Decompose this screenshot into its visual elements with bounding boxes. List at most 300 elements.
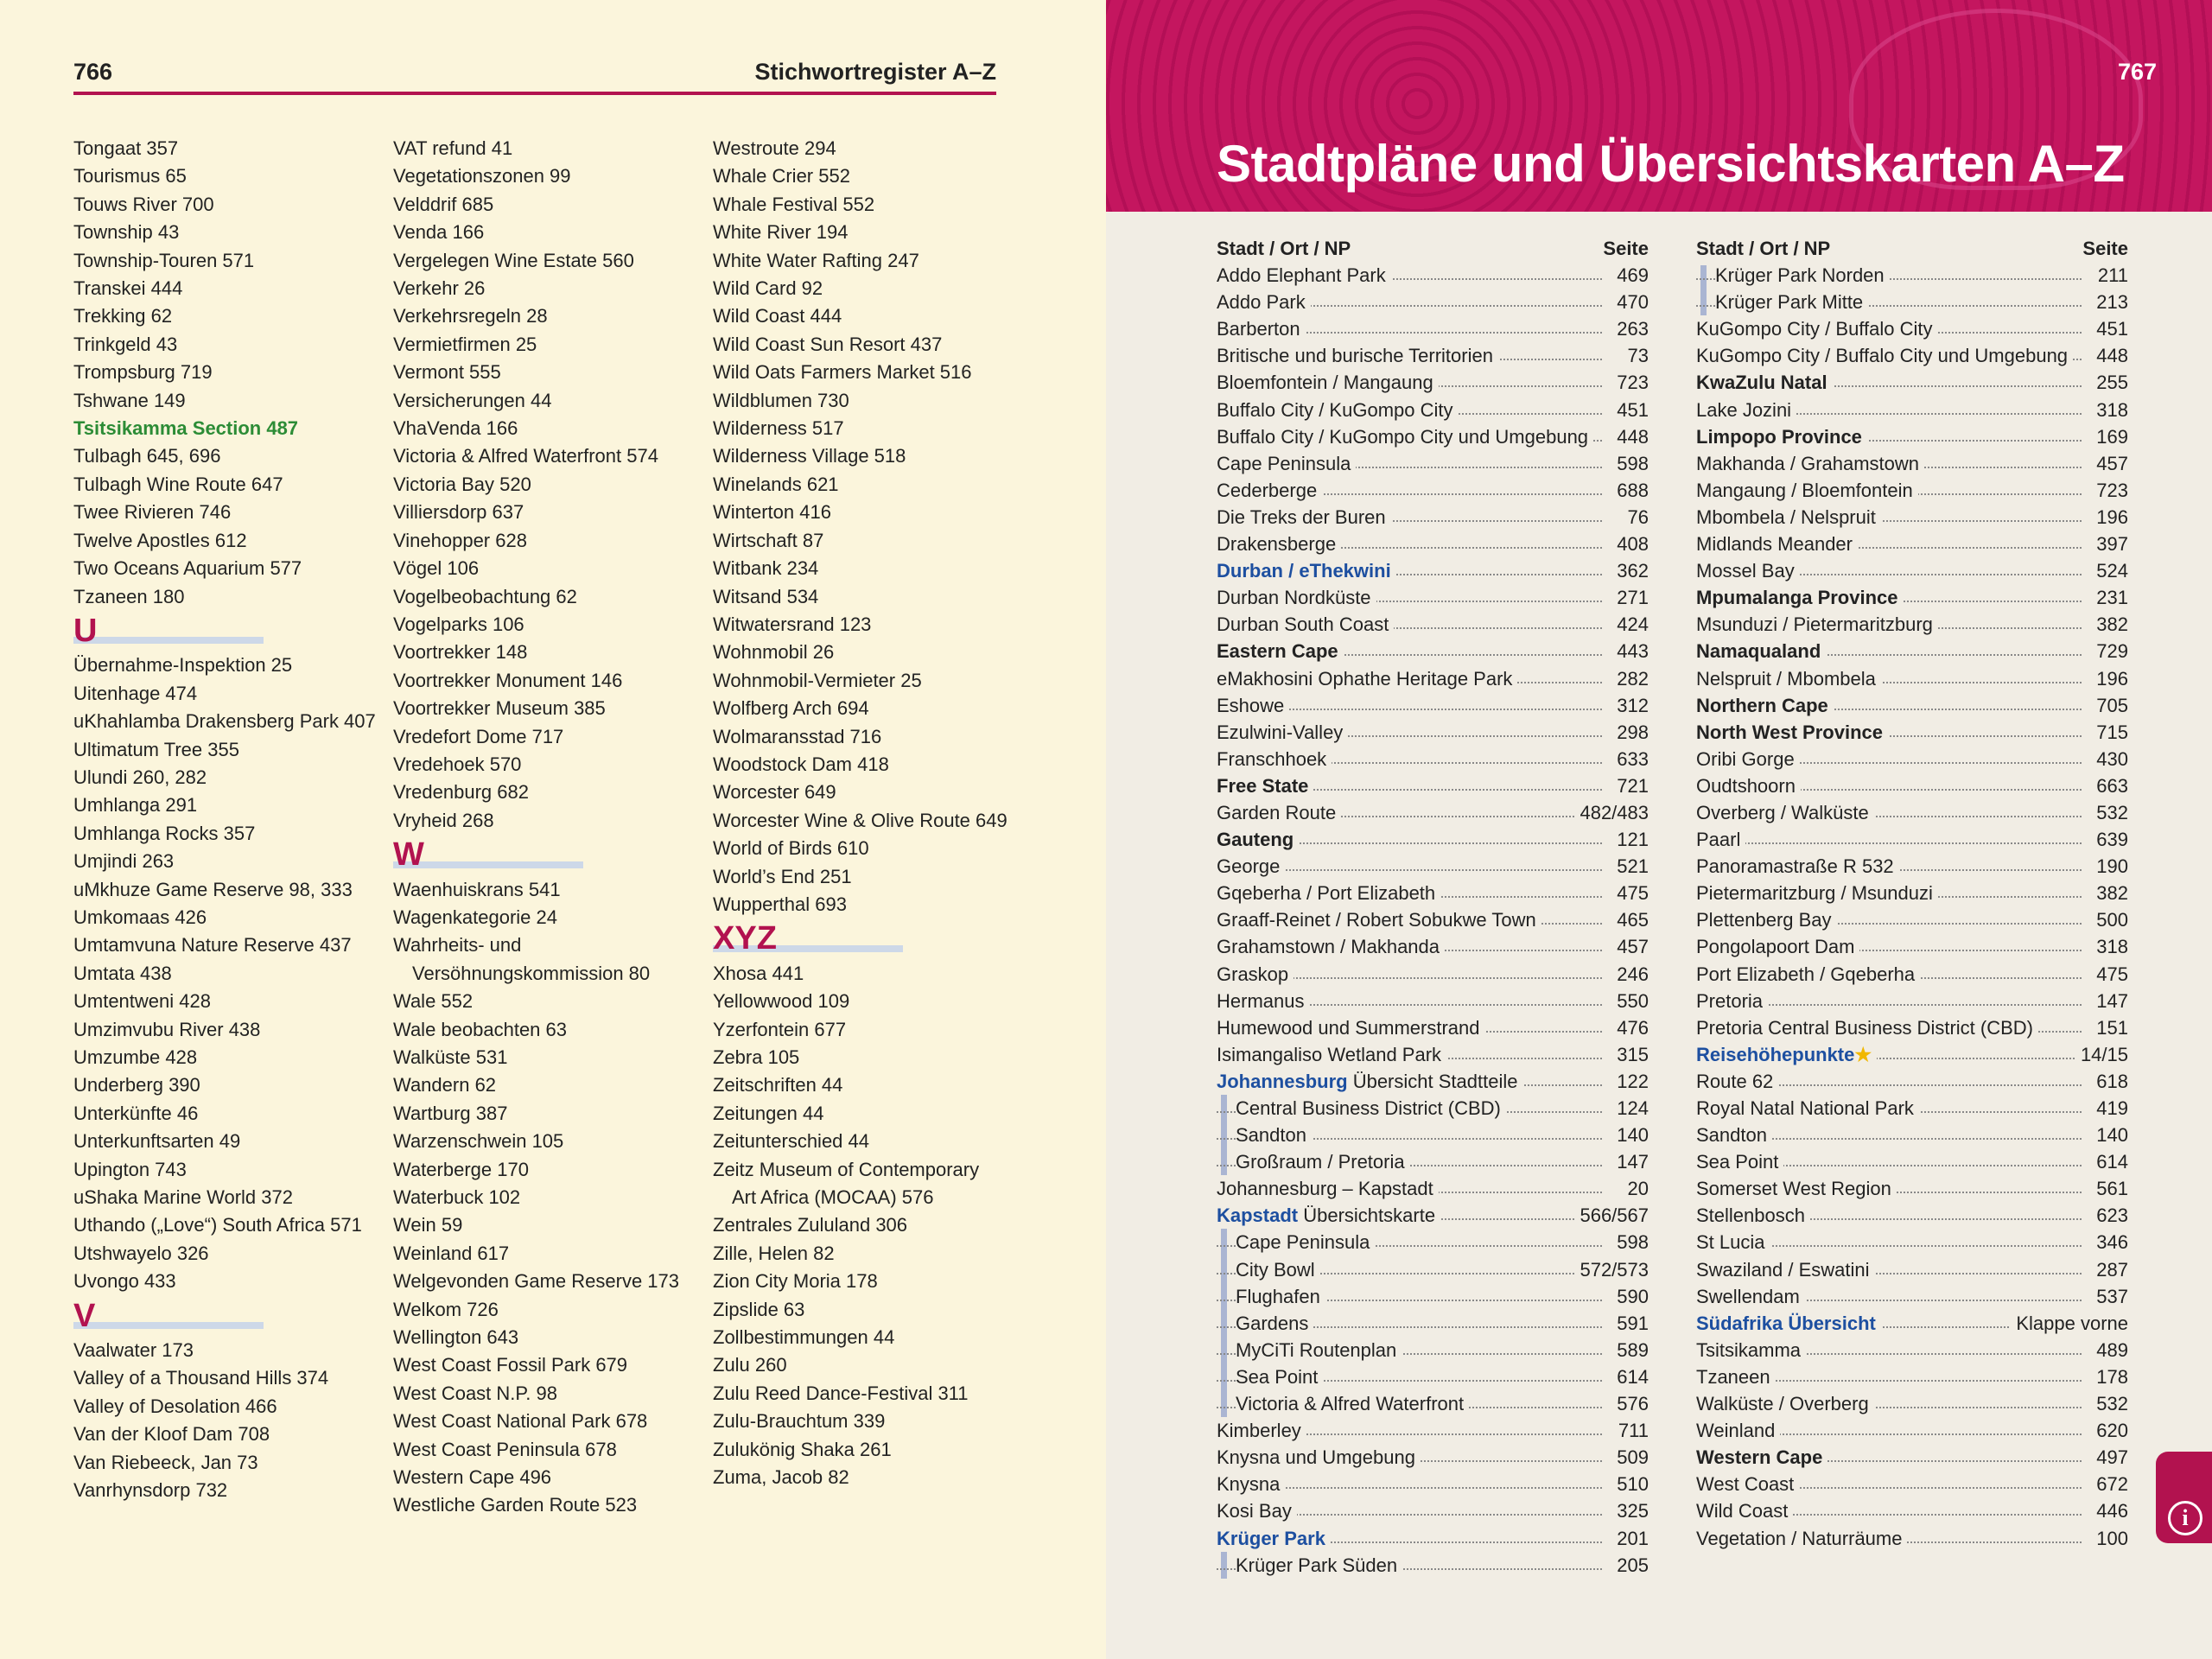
table-row (1217, 853, 1649, 880)
map-name: Pongolapoort Dam (1696, 933, 1859, 960)
page-ref: 271 (1611, 584, 1649, 611)
index-entry: Witwatersrand 123 (713, 613, 872, 635)
page-ref: Klappe vorne (2011, 1310, 2128, 1337)
table-row (1217, 638, 1649, 664)
index-entry: Unterkunftsarten 49 (73, 1130, 241, 1153)
table-row (1696, 423, 2128, 450)
index-entry: Westliche Garden Route 523 (393, 1494, 638, 1516)
index-entry: Voortrekker Monument 146 (393, 669, 623, 691)
index-entry: Tzaneen 180 (73, 585, 185, 607)
page-ref: 489 (2091, 1337, 2128, 1363)
index-entry: Wild Oats Farmers Market 516 (713, 361, 972, 384)
table-row (1217, 1256, 1649, 1283)
index-entry: Trinkgeld 43 (73, 333, 178, 355)
index-entry: uMkhuze Game Reserve 98, 333 (73, 878, 353, 900)
index-entry: Zuma, Jacob 82 (713, 1466, 849, 1489)
table-row (1217, 557, 1649, 584)
table-row (1217, 1014, 1649, 1041)
index-entry: VhaVenda 166 (393, 417, 518, 440)
index-entry: Wolfberg Arch 694 (713, 697, 869, 720)
index-entry: Tulbagh 645, 696 (73, 445, 221, 467)
table-row (1696, 638, 2128, 664)
page-ref: 100 (2091, 1525, 2128, 1552)
page-ref: 446 (2091, 1497, 2128, 1524)
index-entry: Umhlanga 291 (73, 794, 198, 817)
index-entry: Warzenschwein 105 (393, 1130, 564, 1153)
table-row (1696, 1363, 2128, 1390)
map-name: Lake Jozini (1696, 397, 1796, 423)
info-icon[interactable]: i (2168, 1501, 2202, 1535)
index-entry: West Coast N.P. 98 (393, 1382, 557, 1404)
map-name: Grahamstown / Makhanda (1217, 933, 1445, 960)
index-entry: Tourismus 65 (73, 165, 187, 188)
index-entry: Winterton 416 (713, 501, 831, 524)
table-row (1696, 719, 2128, 746)
map-name: Knysna (1217, 1471, 1285, 1497)
index-entry: Tshwane 149 (73, 389, 186, 411)
star-icon: ★ (1854, 1043, 1872, 1065)
index-letter-heading (73, 611, 393, 652)
index-entry: Zeitz Museum of Contemporary (713, 1158, 980, 1180)
table-row (1217, 611, 1649, 638)
index-entry: Zulukönig Shaka 261 (713, 1438, 892, 1460)
table-row (1217, 1148, 1649, 1175)
map-name: Buffalo City / KuGompo City (1217, 397, 1459, 423)
page-ref: 140 (2091, 1122, 2128, 1148)
map-name: Krüger Park Norden (1715, 262, 1890, 289)
table-row (1217, 584, 1649, 611)
index-entry: West Coast Peninsula 678 (393, 1438, 617, 1460)
index-entry: Vergelegen Wine Estate 560 (393, 249, 634, 271)
map-name: George (1217, 853, 1285, 880)
page-ref: 476 (1611, 1014, 1649, 1041)
table-row (1217, 342, 1649, 369)
index-entry: Zeitschriften 44 (713, 1074, 843, 1096)
index-entry: Unterkünfte 46 (73, 1102, 199, 1124)
map-name: Stellenbosch (1696, 1202, 1810, 1229)
index-entry: Transkei 444 (73, 277, 183, 300)
map-name: Route 62 (1696, 1068, 1778, 1095)
index-entry: Wale beobachten 63 (393, 1018, 567, 1040)
table-row (1696, 397, 2128, 423)
table-row (1217, 1497, 1649, 1524)
index-entry: Zentrales Zululand 306 (713, 1214, 908, 1236)
index-entry: White Water Rafting 247 (713, 249, 919, 271)
index-entry: Vredenburg 682 (393, 781, 529, 804)
table-row (1217, 988, 1649, 1014)
page-ref: 566/567 (1574, 1202, 1649, 1229)
table-row (1696, 289, 2128, 315)
table-row (1217, 1175, 1649, 1202)
page-ref: 213 (2091, 289, 2128, 315)
map-name: Drakensberge (1217, 531, 1341, 557)
table-row (1217, 1337, 1649, 1363)
page-ref: 196 (2091, 504, 2128, 531)
index-entry: Umhlanga Rocks 357 (73, 822, 256, 844)
page-ref: 451 (1611, 397, 1649, 423)
page-ref: 151 (2091, 1014, 2128, 1041)
map-name: Graaff-Reinet / Robert Sobukwe Town (1217, 906, 1541, 933)
map-name: Gardens (1236, 1310, 1313, 1337)
map-name: Ezulwini-Valley (1217, 719, 1348, 746)
index-entry: Weinland 617 (393, 1242, 510, 1264)
page-ref: 362 (1611, 557, 1649, 584)
index-entry: Witbank 234 (713, 557, 819, 580)
table-row (1696, 1256, 2128, 1283)
index-column-2 (393, 135, 713, 1520)
page-ref: 190 (2091, 853, 2128, 880)
page-ref: 537 (2091, 1283, 2128, 1310)
table-row (1696, 1417, 2128, 1444)
page-ref: 620 (2091, 1417, 2128, 1444)
map-name: Sandton (1696, 1122, 1772, 1148)
map-name: Wild Coast (1696, 1497, 1793, 1524)
index-entry: Umzimvubu River 438 (73, 1018, 261, 1040)
page-ref: 315 (1611, 1041, 1649, 1068)
page-ref: 325 (1611, 1497, 1649, 1524)
table-row (1696, 1175, 2128, 1202)
index-entry: Wilderness 517 (713, 417, 844, 440)
map-name: Hermanus (1217, 988, 1309, 1014)
index-entry: Voortrekker 148 (393, 641, 528, 664)
map-name: Mpumalanga Province (1696, 584, 1904, 611)
page-ref: 147 (1611, 1148, 1649, 1175)
letter-label: W (393, 836, 424, 874)
map-name: Pietermaritzburg / Msunduzi (1696, 880, 1938, 906)
map-name: Nelspruit / Mbombela (1696, 665, 1881, 692)
map-name: Limpopo Province (1696, 423, 1867, 450)
table-row (1217, 1068, 1649, 1095)
map-name: Kapstadt Übersichtskarte (1217, 1202, 1440, 1229)
index-entry: Wein 59 (393, 1214, 463, 1236)
map-name: Sandton (1236, 1122, 1312, 1148)
index-entry: Waenhuiskrans 541 (393, 878, 561, 900)
page-ref: 448 (1611, 423, 1649, 450)
index-entry: Wandern 62 (393, 1074, 497, 1096)
table-row (1696, 1525, 2128, 1552)
index-entry: Wild Card 92 (713, 277, 823, 300)
map-name: Reisehöhepunkte★ (1696, 1041, 1877, 1068)
map-name: Flughafen (1236, 1283, 1325, 1310)
page-ref: 443 (1611, 638, 1649, 664)
index-entry: Wildblumen 730 (713, 389, 849, 411)
index-entry: Winelands 621 (713, 473, 839, 495)
index-entry: Xhosa 441 (713, 962, 804, 984)
table-row (1217, 772, 1649, 799)
map-name: Mangaung / Bloemfontein (1696, 477, 1918, 504)
map-name: KwaZulu Natal (1696, 369, 1833, 396)
index-entry: West Coast Fossil Park 679 (393, 1354, 628, 1376)
table-row (1696, 477, 2128, 504)
index-entry: Vredehoek 570 (393, 753, 522, 775)
map-name: Knysna und Umgebung (1217, 1444, 1421, 1471)
index-entry: Zollbestimmungen 44 (713, 1326, 895, 1349)
page-ref: 532 (2091, 799, 2128, 826)
page-ref: 147 (2091, 988, 2128, 1014)
index-entry: Vredefort Dome 717 (393, 725, 564, 747)
index-entry: World of Birds 610 (713, 837, 869, 860)
page-ref: 572/573 (1574, 1256, 1649, 1283)
page-ref: 497 (2091, 1444, 2128, 1471)
index-entry: Township 43 (73, 221, 180, 244)
map-name: Humewood und Summerstrand (1217, 1014, 1484, 1041)
page-ref: 169 (2091, 423, 2128, 450)
side-info-tab[interactable] (2156, 1452, 2212, 1543)
table-row (1696, 1310, 2128, 1337)
map-name: Addo Elephant Park (1217, 262, 1391, 289)
index-entry: Wild Coast 444 (713, 305, 842, 327)
map-name: Somerset West Region (1696, 1175, 1897, 1202)
page-ref: 298 (1611, 719, 1649, 746)
table-row (1696, 1068, 2128, 1095)
table-row (1217, 961, 1649, 988)
index-entry: Vryheid 268 (393, 809, 494, 831)
letter-label: XYZ (713, 920, 777, 957)
index-entry: uKhahlamba Drakensberg Park 407 (73, 710, 376, 733)
index-entry: Upington 743 (73, 1158, 187, 1180)
table-row (1696, 504, 2128, 531)
index-entry: VAT refund 41 (393, 137, 513, 159)
page-ref: 457 (2091, 450, 2128, 477)
table-row (1696, 799, 2128, 826)
index-entry: Zipslide 63 (713, 1298, 805, 1320)
index-entry: Vogelparks 106 (393, 613, 524, 635)
index-entry: Umtentweni 428 (73, 990, 211, 1013)
page-ref: 663 (2091, 772, 2128, 799)
table-row (1696, 692, 2128, 719)
index-entry: Zion City Moria 178 (713, 1270, 878, 1293)
map-name: Graskop (1217, 961, 1294, 988)
page-ref: 475 (2091, 961, 2128, 988)
table-row (1696, 961, 2128, 988)
page-ref: 263 (1611, 315, 1649, 342)
page-ref: 14/15 (2075, 1041, 2128, 1068)
index-entry: Villiersdorp 637 (393, 501, 524, 524)
page-ref: 424 (1611, 611, 1649, 638)
index-entry: Trompsburg 719 (73, 361, 213, 384)
dot-leader (1696, 842, 2082, 844)
index-entry: Uvongo 433 (73, 1270, 176, 1293)
index-entry: Vanrhynsdorp 732 (73, 1479, 228, 1502)
table-row (1696, 262, 2128, 289)
page-ref: 211 (2093, 262, 2128, 289)
map-name: Walküste / Overberg (1696, 1390, 1874, 1417)
page-ref: 561 (2091, 1175, 2128, 1202)
index-entry: Two Oceans Aquarium 577 (73, 557, 302, 580)
index-entry: Ultimatum Tree 355 (73, 738, 239, 760)
page-ref: 532 (2091, 1390, 2128, 1417)
map-name: Krüger Park Süden (1236, 1552, 1402, 1579)
index-entry: Wartburg 387 (393, 1102, 508, 1124)
map-name: Bloemfontein / Mangaung (1217, 369, 1439, 396)
index-entry: Wohnmobil 26 (713, 641, 835, 664)
map-name: Johannesburg Übersicht Stadtteile (1217, 1068, 1522, 1095)
map-name: North West Province (1696, 719, 1888, 746)
index-entry: Yzerfontein 677 (713, 1018, 847, 1040)
index-entry: Yellowwood 109 (713, 990, 850, 1013)
index-entry: Zebra 105 (713, 1046, 800, 1068)
page-ref: 589 (1611, 1337, 1649, 1363)
index-entry: Art Africa (MOCAA) 576 (732, 1186, 934, 1209)
index-entry: Wolmaransstad 716 (713, 725, 882, 747)
table-row (1696, 557, 2128, 584)
map-name: Gauteng (1217, 826, 1299, 853)
page-ref: 672 (2091, 1471, 2128, 1497)
index-entry: Wellington 643 (393, 1326, 519, 1349)
page-ref: 521 (1611, 853, 1649, 880)
letter-underline-bar (73, 637, 264, 644)
page-ref: 382 (2091, 611, 2128, 638)
page-ref: 448 (2091, 342, 2128, 369)
table-row (1696, 315, 2128, 342)
table-row (1696, 611, 2128, 638)
map-name: Mossel Bay (1696, 557, 1800, 584)
page-ref: 205 (1611, 1552, 1649, 1579)
map-name: Mbombela / Nelspruit (1696, 504, 1881, 531)
table-row (1217, 1525, 1649, 1552)
table-row (1217, 826, 1649, 853)
index-entry: Verkehrsregeln 28 (393, 305, 548, 327)
map-name: Weinland (1696, 1417, 1780, 1444)
index-entry: Touws River 700 (73, 193, 214, 215)
table-row (1217, 746, 1649, 772)
table-row (1696, 1444, 2128, 1471)
page-ref: 122 (1611, 1068, 1649, 1095)
table-row (1696, 1148, 2128, 1175)
index-entry: Zille, Helen 82 (713, 1242, 835, 1264)
index-entry: Tulbagh Wine Route 647 (73, 473, 283, 495)
table-row (1696, 1041, 2128, 1068)
table-row (1696, 1497, 2128, 1524)
page-ref: 255 (2091, 369, 2128, 396)
page-ref: 688 (1611, 477, 1649, 504)
page-ref: 382 (2091, 880, 2128, 906)
index-entry: Welkom 726 (393, 1298, 499, 1320)
page-ref: 178 (2091, 1363, 2128, 1390)
table-row (1217, 1444, 1649, 1471)
index-entry: Westroute 294 (713, 137, 836, 159)
index-entry: Versöhnungskommission 80 (412, 962, 651, 984)
page-ref: 475 (1611, 880, 1649, 906)
page-ref: 729 (2091, 638, 2128, 664)
table-row (1696, 826, 2128, 853)
table-row (1696, 746, 2128, 772)
page-ref: 469 (1611, 262, 1649, 289)
index-entry: Wahrheits- und (393, 934, 522, 957)
letter-label: U (73, 612, 98, 649)
page-ref: 550 (1611, 988, 1649, 1014)
map-name: Overberg / Walküste (1696, 799, 1874, 826)
map-name: Kimberley (1217, 1417, 1306, 1444)
map-name: Britische und burische Territorien (1217, 342, 1498, 369)
map-name: Oribi Gorge (1696, 746, 1800, 772)
page-ref: 451 (2091, 315, 2128, 342)
page-ref: 598 (1611, 1229, 1649, 1255)
map-table-column-2 (1696, 235, 2128, 1552)
map-name: Isimangaliso Wetland Park (1217, 1041, 1446, 1068)
index-entry: Wale 552 (393, 990, 474, 1013)
index-entry: Whale Crier 552 (713, 165, 850, 188)
page-ref: 715 (2091, 719, 2128, 746)
index-entry: Trekking 62 (73, 305, 173, 327)
index-entry: Zeitunterschied 44 (713, 1130, 869, 1153)
index-entry: Venda 166 (393, 221, 485, 244)
index-entry: Tsitsikamma Section 487 (73, 417, 299, 440)
map-name: Durban South Coast (1217, 611, 1394, 638)
index-entry: Van Riebeeck, Jan 73 (73, 1451, 258, 1473)
table-row (1217, 1202, 1649, 1229)
index-entry: Ulundi 260, 282 (73, 766, 207, 788)
table-row (1696, 584, 2128, 611)
map-name: Krüger Park (1217, 1525, 1331, 1552)
map-name: Plettenberg Bay (1696, 906, 1837, 933)
map-name: Makhanda / Grahamstown (1696, 450, 1924, 477)
page-ref: 20 (1623, 1175, 1649, 1202)
index-column-3 (713, 135, 1033, 1491)
map-name: MyCiTi Routenplan (1236, 1337, 1402, 1363)
page-ref: 598 (1611, 450, 1649, 477)
table-row (1696, 1337, 2128, 1363)
right-page (1106, 0, 2212, 1659)
index-letter-heading (73, 1296, 393, 1337)
index-entry: Twelve Apostles 612 (73, 529, 247, 551)
page-ref: 140 (1611, 1122, 1649, 1148)
index-entry: Wagenkategorie 24 (393, 906, 557, 928)
index-entry: Umzumbe 428 (73, 1046, 198, 1068)
table-row (1696, 933, 2128, 960)
map-name: Namaqualand (1696, 638, 1826, 664)
map-name: Swaziland / Eswatini (1696, 1256, 1875, 1283)
index-entry: Underberg 390 (73, 1074, 200, 1096)
index-entry: Velddrif 685 (393, 193, 494, 215)
map-name: Eastern Cape (1217, 638, 1344, 664)
table-row (1217, 477, 1649, 504)
page-ref: 346 (2091, 1229, 2128, 1255)
table-row (1217, 933, 1649, 960)
page-ref: 510 (1611, 1471, 1649, 1497)
index-entry: Van der Kloof Dam 708 (73, 1423, 270, 1446)
page-ref: 287 (2091, 1256, 2128, 1283)
index-entry: White River 194 (713, 221, 849, 244)
index-entry: Zeitungen 44 (713, 1102, 824, 1124)
table-row (1217, 1363, 1649, 1390)
table-row (1217, 262, 1649, 289)
map-name: Franschhoek (1217, 746, 1332, 772)
index-entry: Verkehr 26 (393, 277, 486, 300)
table-row (1696, 1283, 2128, 1310)
index-entry: Western Cape 496 (393, 1466, 552, 1489)
index-entry: Waterbuck 102 (393, 1186, 521, 1209)
table-row (1696, 1202, 2128, 1229)
page-ref: 614 (2091, 1148, 2128, 1175)
map-name: Free State (1217, 772, 1313, 799)
index-entry: Übernahme-Inspektion 25 (73, 654, 293, 677)
table-row (1217, 906, 1649, 933)
index-entry: Twee Rivieren 746 (73, 501, 232, 524)
map-name: Südafrika Übersicht (1696, 1310, 1881, 1337)
map-name: Gqeberha / Port Elizabeth (1217, 880, 1440, 906)
page-ref: 231 (2091, 584, 2128, 611)
table-row (1217, 315, 1649, 342)
index-entry: Walküste 531 (393, 1046, 508, 1068)
index-entry: Wirtschaft 87 (713, 529, 824, 551)
table-row (1696, 1390, 2128, 1417)
index-entry: Vaalwater 173 (73, 1339, 194, 1362)
map-name-suffix: Übersicht Stadtteile (1347, 1070, 1518, 1092)
table-row (1696, 342, 2128, 369)
map-name: Kosi Bay (1217, 1497, 1297, 1524)
table-row (1217, 1122, 1649, 1148)
